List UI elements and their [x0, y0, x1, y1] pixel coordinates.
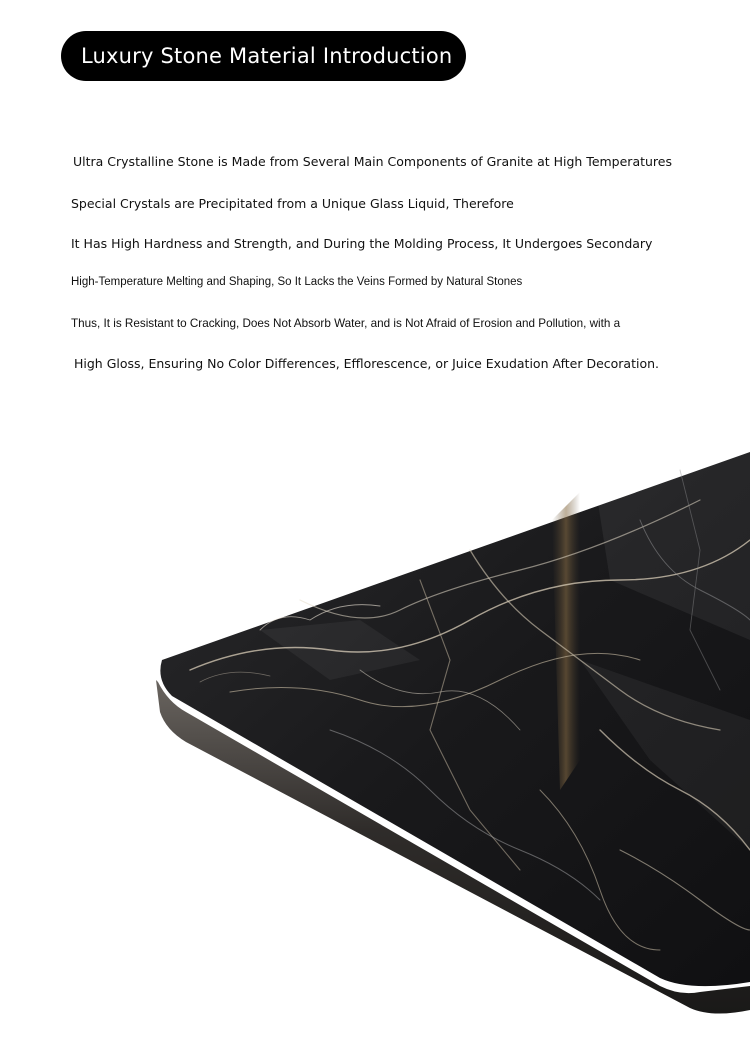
intro-line: High Gloss, Ensuring No Color Differences, Efflorescence, or Juice Exudation After Decoration.	[74, 356, 660, 371]
intro-line: Special Crystals are Precipitated from a Unique Glass Liquid, Therefore	[71, 196, 514, 211]
page-title: Luxury Stone Material Introduction	[81, 44, 453, 68]
intro-line: It Has High Hardness and Strength, and During the Molding Process, It Undergoes Secondary	[71, 236, 653, 251]
intro-text-block	[0, 0, 750, 400]
intro-line: Thus, It is Resistant to Cracking, Does Not Absorb Water, and is Not Afraid of Erosion and Pollution, with a	[71, 317, 621, 330]
stone-tabletop-photo	[0, 430, 750, 1038]
intro-line: High-Temperature Melting and Shaping, So It Lacks the Veins Formed by Natural Stones	[71, 276, 523, 288]
intro-line: Ultra Crystalline Stone is Made from Several Main Components of Granite at High Temperatures	[73, 154, 672, 169]
